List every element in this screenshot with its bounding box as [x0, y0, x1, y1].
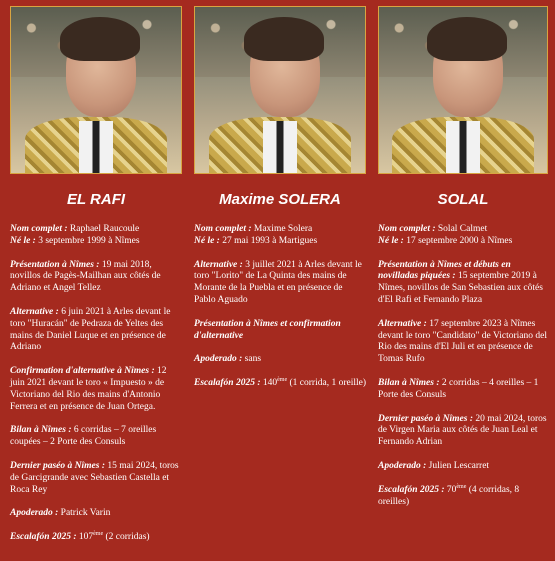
info-paragraph	[10, 307, 182, 354]
field-value: 17 septembre 2000 à Nîmes	[403, 235, 513, 246]
field-value: Maxime Solera	[251, 224, 313, 234]
field-value: 15 mai 2024, toros de Garcigrande avec Sebastien Castella et Roca Rey	[10, 460, 179, 495]
field-value: 70	[444, 484, 457, 495]
field-label: Nom complet :	[194, 224, 252, 234]
field-value: Patrick Varin	[58, 508, 111, 519]
field-value: 17 septembre 2023 à Nîmes devant le toro "Candidato" de Victoriano del Rio des mains d'El Juli et en présence de Tomas Rufo	[378, 318, 547, 365]
field-value-detail: (4 corridas, 8 oreilles)	[378, 484, 520, 507]
field-value-detail: (2 corridas)	[103, 532, 150, 543]
info-paragraph	[378, 485, 548, 509]
field-label: Apoderado :	[194, 354, 243, 365]
field-label: Présentation à Nîmes et confirmation d'alternative	[194, 318, 341, 341]
field-label: Dernier paséo à Nîmes :	[10, 460, 105, 471]
info-paragraph	[378, 319, 548, 366]
matador-name: SOLAL	[437, 191, 489, 208]
field-label: Présentation à Nîmes et débuts en novilladas piquées :	[378, 259, 511, 282]
hair	[244, 17, 324, 61]
field-label: Né le :	[10, 235, 36, 246]
shirt-tie	[79, 121, 113, 173]
shirt-tie	[263, 121, 297, 173]
matador-name: EL RAFI	[66, 191, 126, 208]
field-value: 15 septembre 2019 à Nîmes, novillos de San Sebastien aux côtés d'El Rafi et Fernando Plaza	[378, 271, 543, 305]
field-value: Solal Calmet	[435, 224, 488, 234]
field-value: 2 corridas – 4 oreilles – 1 Porte des Consuls	[378, 377, 539, 400]
info-paragraph	[10, 532, 182, 544]
field-value: 19 mai 2018, novillos de Pagès-Mailhan aux côtés de Adriano et Angel Tellez	[10, 259, 161, 294]
field-value: sans	[242, 354, 262, 365]
field-label: Bilan à Nîmes :	[10, 425, 72, 436]
hair	[427, 17, 507, 61]
portrait-photo	[378, 6, 548, 174]
info-paragraph	[10, 366, 182, 413]
info-paragraph	[378, 461, 548, 473]
info-paragraph	[378, 378, 548, 402]
field-value: 107	[76, 532, 94, 543]
column-maxime-solera	[194, 0, 366, 402]
field-value: 140	[260, 378, 278, 389]
field-label: Apoderado :	[10, 508, 59, 519]
bio-section	[10, 224, 182, 544]
field-value: Julien Lescarret	[426, 460, 490, 471]
field-label: Dernier paséo à Nîmes :	[378, 413, 473, 424]
bio-section	[194, 224, 366, 390]
field-value: 12 juin 2021 devant le toro « Impuesto » de Victoriano del Rio des mains d'Antonio Ferrera et en présence de Juan Ortega.	[10, 366, 167, 412]
info-paragraph	[194, 224, 366, 248]
portrait-photo	[194, 6, 366, 174]
field-label: Nom complet :	[378, 224, 436, 234]
ordinal-suffix: ème	[277, 377, 288, 384]
field-label: Escalafón 2025 :	[378, 484, 445, 495]
ordinal-suffix: ème	[456, 483, 467, 490]
field-label: Alternative :	[10, 306, 59, 317]
info-paragraph	[378, 414, 548, 449]
field-label: Escalafón 2025 :	[194, 378, 261, 389]
field-value: 6 corridas – 7 oreilles coupées – 2 Porte des Consuls	[10, 425, 157, 448]
info-paragraph	[194, 354, 366, 366]
field-label: Né le :	[378, 235, 404, 246]
info-paragraph	[378, 260, 548, 307]
field-value-detail: (1 corrida, 1 oreille)	[287, 378, 366, 389]
info-paragraph	[10, 425, 182, 449]
hair	[60, 17, 140, 61]
field-value: 3 juillet 2021 à Arles devant le toro "Lorito" de La Quinta des mains de Morante de la Puebla et en présence de Pablo Aguado	[194, 259, 362, 305]
field-label: Présentation à Nîmes :	[10, 259, 100, 270]
portrait-photo	[10, 6, 182, 174]
field-value: 6 juin 2021 à Arles devant le toro "Huracán" de Pedraza de Yeltes des mains de Daniel Luque et en présence de Adriano	[10, 306, 171, 353]
info-paragraph	[10, 508, 182, 520]
shirt-tie	[446, 121, 480, 173]
field-label: Nom complet :	[10, 224, 68, 234]
field-label: Apoderado :	[378, 460, 427, 471]
column-solal	[378, 0, 548, 520]
info-paragraph	[378, 224, 548, 248]
field-value: 3 septembre 1999 à Nîmes	[35, 235, 140, 246]
field-label: Bilan à Nîmes :	[378, 377, 440, 388]
info-paragraph	[194, 319, 366, 343]
info-paragraph	[10, 224, 182, 248]
field-label: Escalafón 2025 :	[10, 532, 77, 543]
info-paragraph	[10, 461, 182, 496]
column-el-rafi	[10, 0, 182, 556]
matador-name: Maxime SOLERA	[219, 191, 341, 208]
info-paragraph	[194, 378, 366, 390]
ordinal-suffix: ème	[93, 530, 104, 537]
field-label: Confirmation d'alternative à Nîmes :	[10, 366, 155, 377]
bio-section	[378, 224, 548, 508]
info-paragraph	[10, 260, 182, 295]
field-value: 20 mai 2024, toros de Virgen Maria aux côtés de Juan Leal et Fernando Adrian	[378, 413, 547, 448]
info-paragraph	[194, 260, 366, 307]
field-value: Raphael Raucoule	[67, 224, 140, 234]
field-label: Alternative :	[194, 259, 243, 270]
field-value: 27 mai 1993 à Martigues	[219, 235, 318, 246]
field-label: Né le :	[194, 235, 220, 246]
field-label: Alternative :	[378, 318, 427, 329]
